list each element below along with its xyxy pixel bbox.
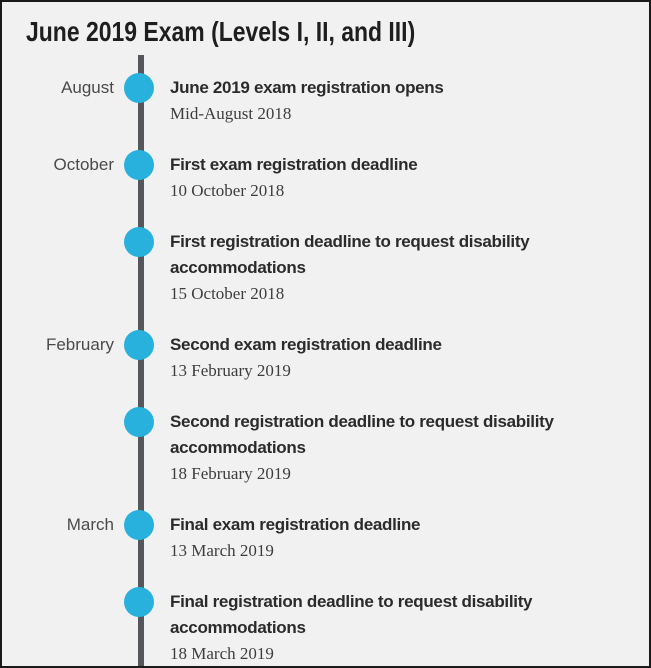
event-content <box>170 589 640 665</box>
page-title: June 2019 Exam (Levels I, II, and III) <box>26 16 416 47</box>
event-title: June 2019 exam registration opens <box>170 78 444 97</box>
timeline-event <box>2 512 649 562</box>
event-date: 13 February 2019 <box>170 361 291 380</box>
event-date: 10 October 2018 <box>170 181 285 200</box>
month-label: February <box>45 335 114 354</box>
timeline-event <box>2 152 649 202</box>
event-title: Final registration deadline to request disability accommodations <box>170 592 533 637</box>
timeline-event <box>2 332 649 382</box>
event-date: 18 March 2019 <box>170 644 274 663</box>
timeline-rows <box>2 55 649 665</box>
month-label: March <box>66 515 114 534</box>
timeline-dot-icon <box>124 227 154 257</box>
event-title: Second registration deadline to request disability accommodations <box>170 412 554 457</box>
event-title: Final exam registration deadline <box>170 515 421 534</box>
month-label: August <box>61 78 114 97</box>
event-date: 15 October 2018 <box>170 284 285 303</box>
event-date: 18 February 2019 <box>170 464 291 483</box>
timeline-dot-icon <box>124 407 154 437</box>
event-title: First exam registration deadline <box>170 155 418 174</box>
event-title: Second exam registration deadline <box>170 335 442 354</box>
timeline-dot-icon <box>124 73 154 103</box>
timeline-dot-icon <box>124 330 154 360</box>
timeline-event <box>2 409 649 485</box>
timeline-event <box>2 75 649 125</box>
timeline <box>2 55 649 668</box>
event-content <box>170 152 417 202</box>
event-content <box>170 512 420 562</box>
event-content <box>170 75 444 125</box>
event-content <box>170 229 640 305</box>
timeline-dot-icon <box>124 510 154 540</box>
event-date: 13 March 2019 <box>170 541 274 560</box>
event-title: First registration deadline to request disability accommodations <box>170 232 530 277</box>
timeline-event <box>2 589 649 665</box>
event-content <box>170 332 442 382</box>
timeline-dot-icon <box>124 587 154 617</box>
event-content <box>170 409 640 485</box>
event-date: Mid-August 2018 <box>170 104 292 123</box>
timeline-dot-icon <box>124 150 154 180</box>
timeline-event <box>2 229 649 305</box>
month-label: October <box>53 155 114 174</box>
